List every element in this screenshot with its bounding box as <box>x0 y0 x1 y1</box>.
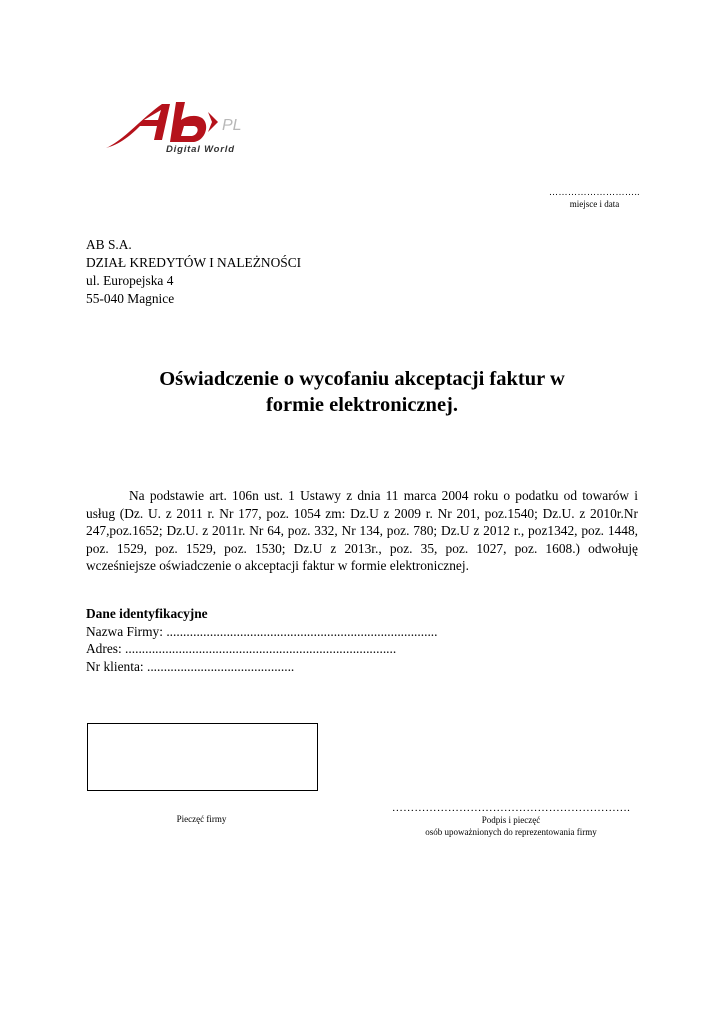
company-stamp-box <box>87 723 318 791</box>
identification-heading: Dane identyfikacyjne <box>86 606 208 621</box>
signature-label: Podpis i pieczęć <box>481 815 541 825</box>
place-date-block <box>549 186 640 210</box>
ab-logo-graphic <box>104 100 264 156</box>
client-number-field: Nr klienta: ............................................ <box>86 658 295 674</box>
ab-logo <box>104 100 264 156</box>
signature-sublabel: osób upoważnionych do reprezentowania firmy <box>425 826 597 837</box>
logo-b-mark <box>170 102 206 142</box>
title-line: formie elektronicznej. <box>265 394 459 416</box>
document-title <box>86 366 638 418</box>
arrow-icon <box>208 112 218 132</box>
title-line: Oświadczenie o wycofaniu akceptacji faktur w <box>159 368 565 390</box>
logo-a-mark <box>106 104 170 148</box>
place-date-label: miejsce i data <box>569 199 620 209</box>
signature-dots: ………………………………………………………. <box>391 802 631 814</box>
company-stamp-label: Pieczęć firmy <box>176 814 227 824</box>
addressee-line: ul. Europejska 4 <box>86 273 174 288</box>
place-date-dots: ……………………….. <box>549 187 640 197</box>
signature-block <box>384 801 638 838</box>
address-field: Adres: ................................................................................. <box>86 641 397 657</box>
firm-name-field: Nazwa Firmy: ................................................................................. <box>86 623 438 639</box>
logo-suffix: PL <box>222 117 242 134</box>
logo-tagline: Digital World <box>166 144 235 155</box>
addressee-line: AB S.A. <box>86 237 132 252</box>
declaration-body: Na podstawie art. 106n ust. 1 Ustawy z dnia 11 marca 2004 roku o podatku od towarów i usług (Dz. U. z 2011 r. Nr 177, poz. 1054 zm: Dz.U z 2009 r. Nr 201, poz.1540; Dz.U. z 2010r.Nr 247,poz.1652; Dz.U. z 2011r. Nr 64, poz. 332, Nr 134, poz. 780; Dz.U z 2012 r., poz1342, poz. 1448, poz. 1529, poz. 1529, poz. 1530; Dz.U z 2013r., poz. 35, poz. 1027, poz. 1608.) odwołuję wcześniejsze oświadczenie o akceptacji faktur w formie elektronicznej. <box>86 488 638 574</box>
addressee-line: DZIAŁ KREDYTÓW I NALEŻNOŚCI <box>86 255 302 270</box>
addressee-block <box>86 236 301 308</box>
identification-section <box>86 605 437 675</box>
addressee-line: 55-040 Magnice <box>86 291 175 306</box>
